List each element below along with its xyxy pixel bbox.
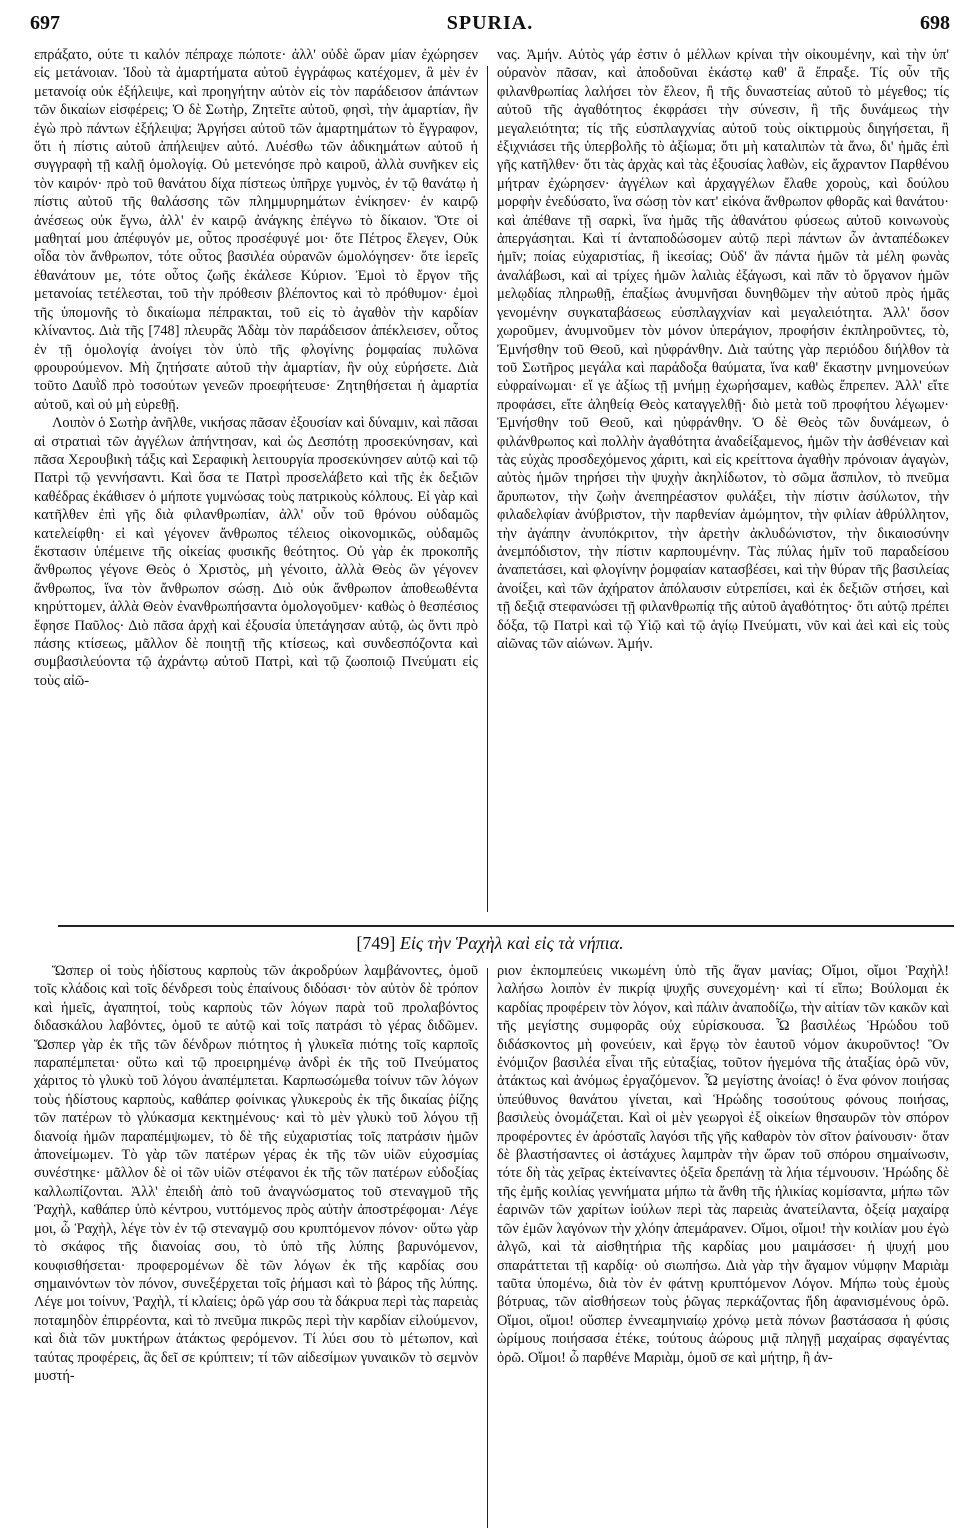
paragraph: επράξατο, ούτε τι καλόν πέπραχε πώποτε· ἀλλ' οὐδὲ ὥραν μίαν ἐχώρησεν εἰς μετάνοιαν. Ἰδοὺ τὰ ἁμαρτήματα αὐτοῦ ἐγγράφως κατέχομεν, ἃ μὲν ἐν μετανοίᾳ οὐκ ἐξήλειψε, καὶ προηγήτην αὐτὸν εἰς τὸν παράδεισον ἁπάντων τῶν δικαίων εἰσφέρεις; Ὁ δὲ Σωτὴρ, Ζητεῖτε αὐτοῦ, φησὶ, τὴν ἁμαρτίαν, ἣν ἐγὼ πρὸ πάντων ἐξήλειψα; Ἀργήσει αὐτοῦ τῶν ἁμαρτημάτων τὸ ἔγγραφον, ὅτι ἡ πίστις αὐτοῦ ἀπήλειψεν αὐτό. Λυέσθω τῶν ἀδικημάτων αὐτοῦ ἡ συγγραφὴ τῇ καλῇ ὁμολογίᾳ. Οὐ μετενόησε πρὸ καιροῦ, ἀλλὰ συνῆκεν εἰς τὸν καιρόν· πρὸ τοῦ θανάτου δίχα πίστεως ὑπῆρχε γυμνὸς, ἐν τῷ θανάτῳ ἡ πίστις αὐτοῦ τῆς θαλάσσης τῶν πλημμυρημάτων ἐνίκησεν· ἐν καιρῷ ἀνέσεως οὐκ ἔγνω, ἀλλ' ἐν καιρῷ ἀνάγκης ἐπέγνω τὸ δίκαιον. Ὅτε οἱ μαθηταί μου ἀπέφυγόν με, οὗτος προσέφυγέ μοι· ὅτε Πέτρος ἔλεγεν, Οὐκ οἶδα τὸν ἄνθρωπον, τότε οὗτος βασιλέα οὐρανῶν ὡμολόγησεν· ὅτε ἱερεῖς ἐθανάτουν με, τότε οὗτος ζωῆς ἐκάλεσε Κύριον. Ἐμοὶ τὸ ἔργον τῆς μετανοίας τετέλεσται, τοῦ τὴν πρόθεσιν βλέποντος καὶ τὸ πρόθυμον· ἐμοὶ τῆς ὑπομονῆς τὸ δικαίωμα πέπρακται, τοῦ εἰς τὸ ἀγαθὸν τὴν καρδίαν κλίναντος. Διὰ τῆς [748] πλευρᾶς Ἀδὰμ τὸν παράδεισον ἀπέκλεισεν, οὗτος ἐν τῇ ὁμολογίᾳ ἀνοίγει τὸν ὑπὸ τῆς φλογίνης ῥομφαίας πυλῶνα φρουρούμενον. Μὴ ζητήσατε αὐτοῦ τὴν ἁμαρτίαν, ἣν οὐχ εὑρήσετε. Διὰ τοῦτο Δαυῒδ πρὸ τοσούτων γενεῶν προεφήτευσε· Ζητηθήσεται ἡ ἁμαρτία αὐτοῦ, καὶ οὐ μὴ εὑρεθῇ.: [34, 47, 478, 413]
paragraph: Λοιπὸν ὁ Σωτὴρ ἀνῆλθε, νικήσας πᾶσαν ἐξουσίαν καὶ δύναμιν, καὶ πᾶσαι αἱ στρατιαὶ τῶν ἀγγέλων ἀπήντησαν, καὶ ὡς Δεσπότῃ προσεκύνησαν, καὶ πᾶσα Χερουβικὴ τάξις καὶ Σεραφικὴ λειτουργία προσεκύνησεν αὐτῷ καὶ τῷ Πατρὶ τῷ γεννήσαντι. Καὶ ὅσα τε Πατρὶ προσελάβετο καὶ τῆς ἐκ δεξιῶν καθέδρας ἐκάθισεν ὁ μήποτε γυμνώσας τοὺς πατρικοὺς κόλπους. Εἰ γὰρ καὶ κατῆλθεν ἐπὶ γῆς διὰ φιλανθρωπίαν, ἀλλ' οὖν τοῦ θρόνου οὐδαμῶς κατελείφθη· εἰ καὶ γέγονεν ἄνθρωπος τέλειος οἰκονομικῶς, οὐδαμῶς ἔκστασιν ὑπέμεινε τῆς οἰκείας φυσικῆς θεότητος. Οὐ γὰρ ἐκ προκοπῆς ἄνθρωπος γέγονε Θεὸς ὁ Χριστὸς, μὴ γένοιτο, ἀλλὰ Θεὸς ὢν γέγονεν ἄνθρωπος, ἵνα τὸν ἄνθρωπον σώσῃ. Διὸ οὐκ ἄνθρωπον ἀποθεωθέντα κηρύττομεν, ἀλλὰ Θεὸν ἐνανθρωπήσαντα ὁμολογοῦμεν· καθὼς ὁ θεσπέσιος ἔφησε Παῦλος· Διὸ πᾶσα ἀρχὴ καὶ ἐξουσία ὑπετάγησαν αὐτῷ, ὡς ὄντι πρὸ πάσης κτίσεως, μᾶλλον δὲ ποιητῇ τῆς κτίσεως, καὶ συνδεσπόζοντα καὶ συμβασιλεύοντα τῷ ἀχράντῳ αὐτοῦ Πατρὶ, καὶ τῷ ζωοποιῷ Πνεύματι εἰς τοὺς αἰῶ-: [34, 415, 478, 689]
bottom-right-column: [497, 962, 949, 1534]
top-right-column: [497, 46, 949, 920]
page-number-left: 697: [30, 12, 60, 34]
paragraph: ριον ἐκπομπεύεις νικωμένη ὑπὸ τῆς ἄγαν μανίας; Οἴμοι, οἴμοι Ῥαχὴλ! λαλήσω λοιπὸν ἐν πικρίᾳ ψυχῆς συνεχομένη· καὶ τί εἴπω; Βούλομαι ἐκ καρδίας προφέρειν τὸν λόγον, καὶ πάλιν ἀναποδίζω, τὴν αἰτίαν τῶν κακῶν καὶ τῆς μεγίστης συμφορᾶς οὐχ εὑρίσκουσα. Ὦ βασιλέως Ἡρώδου τοῦ διδάσκοντος μὴ φονεύειν, καὶ ἔργῳ τὸν ἑαυτοῦ νόμον ἀκυροῦντος! Ὃν ἐνόμιζον βασιλέα εἶναι τῆς εὐταξίας, τοῦτον ἡγεμόνα τῆς ἀταξίας ὁρῶ νῦν, ἀτάκτως καὶ ἀνόμως ἐργαζόμενον. Ὦ μεγίστης ἀνοίας! ὁ ἕνα φόνον ποιήσας ὑπεύθυνος θανάτου γίνεται, καὶ Ἡρώδης τοσούτους φόνους ποιήσας, βασιλεὺς ὀνομάζεται. Καὶ οἱ μὲν γεωργοὶ ἐξ οἰκείων θησαυρῶν τὸν σπόρον προφέροντες ἐν ἀρόσταῖς λαγόσι τῆς γῆς καθαρὸν τὸν σῖτον ῥαίνουσιν· ὅταν δὲ βλαστήσαντες οἱ ἀστάχυες λαμπρὰν τὴν ὥραν τοῦ σπόρου σημαίνωσιν, τότε δὴ τὰς χεῖρας ἐκτείναντες ὀξεῖα δρεπάνῃ τὰ λήια τέμνουσιν. Ἡρώδης δὲ τῆς ἐμῆς κοιλίας γεννήματα μήπω τὰ ἄνθη τῆς ἡλικίας κομίσαντα, μήπω τῶν ἐαρινῶν τῶν χαρίτων ἰούλων περὶ τὰς παρειὰς ἀνατείλαντα, ὀξείᾳ μαχαίρᾳ τῶν ἐμῶν λαγόνων τὴν χλόην ἀπεμάρανεν. Οἴμοι, οἴμοι! τὴν κοιλίαν μου ἐγὼ ἀλγῶ, καὶ τὰ αἰσθητήρια τῆς καρδίας μου μαιμάσσει· ἡ ψυχή μου σπαράττεται τῇ καρδίᾳ· οὐ σιωπήσω. Διὰ γὰρ τὴν ἄγαμον νύμφην Μαριὰμ ταῦτα ὑπομένω, διὰ τὸν ἐν φάτνῃ κρυπτόμενον Λόγον. Μήπω τοὺς ἐμοὺς βότρυας, τῶν αἰσθήσεων τοὺς ῥῶγας περκάζοντας ἤδη ἀφανισμένους ὁρῶ. Οἴμοι, οἴμοι! οὕσπερ ἐννεαμηνιαίῳ χρόνῳ μετὰ πόνων βαστάσασα ἡ φύσις ὡρίμους ποιήσασα ἐτέκε, τούτους ἀώρους μιᾷ πληγῇ μαχαίρας σφαγέντας ὁρῶ. Οἴμοι! ὦ παρθένε Μαριὰμ, ὁμοῦ σε καὶ μήτηρ, ἢ ἀν-: [497, 963, 949, 1366]
section-number: [749]: [356, 933, 396, 953]
paragraph: νας. Ἀμήν. Αὐτὸς γάρ ἐστιν ὁ μέλλων κρίναι τὴν οἰκουμένην, καὶ τὴν ὑπ' οὐρανὸν πᾶσαν, καὶ ἀποδοῦναι ἑκάστῳ καθ' ἃ ἔπραξε. Τίς οὖν τῆς φιλανθρωπίας λαλήσει τὸν ἔλεον, ἢ τῆς δυναστείας αὐτοῦ τὸ μέγεθος; τίς αὐτοῦ τῆς ἀγαθότητος ἐκφράσει τὴν σύνεσιν, ἢ τῆς δυνάμεως τὴν μεγαλειότητα; τίς τῆς εὐσπλαγχνίας αὐτοῦ τοὺς οἰκτιρμοὺς διηγήσεται, ἢ ἐξιχνιάσει τῆς ὑπερβολῆς τὸ ἀξίωμα; ὅτι μὴ καταλιπὼν τὰ ἄνω, δι' ἡμᾶς ἐπὶ γῆς κατῆλθεν· ὅτι τὰς ἀρχὰς καὶ τὰς ἐξουσίας λαθὼν, εἰς ἄχραντον Παρθένου μήτραν ἐχώρησεν· ἀγγέλων καὶ ἀρχαγγέλων ἔλαθε χοροὺς, καὶ δούλου μορφὴν ἐνεδύσατο, ἵνα σώσῃ τὸν κατ' εἰκόνα ἄνθρωπον φθορᾶς καὶ θανάτου· καὶ ἀπέθανε τῇ σαρκὶ, ἵνα ἡμᾶς τῆς ἀθανάτου φύσεως αὐτοῦ κοινωνοὺς ἀπεργάσηται. Καὶ τί ἀνταποδώσομεν αὐτῷ περὶ πάντων ὧν ἀνταπέδωκεν ἡμῖν; ποίας εὐχαριστίας, ἢ ἱκεσίας; Οὐδ' ἂν πάντα ἡμῶν τὰ μέλη φωνὰς ἀναλάβωσι, καὶ αἱ τρίχες ἡμῶν λαλιὰς ἐξάγωσι, καὶ πᾶν τὸ ὄργανον ἡμῶν μελῳδίας πληρωθῇ, ἐπαξίως ἀνυμνῆσαι δυνηθῶμεν τὴν αὐτοῦ πρὸς ἡμᾶς γενομένην συγκαταβάσεως εὐσπλαγχνίαν καὶ μεγαλειότητα. Ἀλλ' ὅσον χωροῦμεν, ἀνυμνοῦμεν τὸν μόνον ὑπεράγιον, προφήσιν ἐκπληροῦντες, τὸ, Ἐμνήσθην τοῦ Θεοῦ, καὶ ηὐφράνθην. Διὰ ταύτης γὰρ περιόδου διήλθον τὰ τοῦ Σωτῆρος μεγάλα καὶ παράδοξα θαύματα, ἵνα καθ' ἕκαστην μνημονεύων εὐφραίνωμαι· εἴ γε ἀξίως τῇ μνήμῃ ἐχωρήσαμεν, καθὼς ἔπρεπεν. Ἀλλ' εἴτε προφάσει, εἴτε ἀληθείᾳ Θεὸς καταγγελθῇ· διὸ μετὰ τοῦ προφήτου λέγωμεν· Ἐμνήσθην τοῦ Θεοῦ, καὶ ηὐφράνθην. Ὁ δὲ Θεὸς τῶν δυνάμεων, ὁ φιλάνθρωπος καὶ πολλὴν ἀγαθότητα ἀναδείξαμενος, ἡμῶν τὴν ἀσθένειαν καὶ τὰς εὐχὰς προσδεχόμενος χάριτι, καὶ εἰς κρείττονα ἀγαθὴν πρόνοιαν ἀγαγὼν, αὐτὸς ἡμῶν τηρήσει τὴν ψυχὴν ἀκηλίδωτον, τὸ σῶμα ἄσπιλον, τὸ πνεῦμα ἄρυπωτον, τὴν ζωὴν ἀνεπηρέαστον φυλάξει, τὴν πίστιν ἀσύλωτον, τὴν φιλαδελφίαν ἀνύβριστον, τὴν παρθενίαν ἀμώμητον, τὴν φιλίαν ἀθρύλλητον, τὴν ἀγάπην ἀνυπόκριτον, τὴν ἀρετὴν ἀκλυδώνιστον, τὴν δικαιοσύνην ἀνεμπόδιστον, τὴν πίστιν καρπουμένην. Τὰς πύλας ἡμῖν τοῦ παραδείσου ἀναπετάσει, καὶ φλογίνην ῥομφαίαν κατασβέσει, καὶ τὴν θύραν τῆς βασιλείας ἀνοίξει, καὶ τῶν ἀχήρατον ἀπόλαυσιν εὐτρεπίσει, καὶ ἐκ δεξιῶν στήσει, καὶ τῇ δεξιᾷ στεφανώσει τῇ φιλανθρωπίᾳ τῆς αὐτοῦ ἀγαθότητος· ὅτι αὐτῷ πρέπει δόξα, τῷ Πατρὶ καὶ τῷ Υἱῷ καὶ τῷ ἁγίῳ Πνεύματι, νῦν καὶ ἀεὶ καὶ εἰς τοὺς αἰῶνας τῶν αἰώνων. Ἀμήν.: [497, 47, 949, 652]
paragraph: Ὥσπερ οἱ τοὺς ἡδίστους καρποὺς τῶν ἀκροδρύων λαμβάνοντες, ὁμοῦ τοῖς κλάδοις καὶ τοῖς δένδρεσι τοὺς ἐπαίνους διδόασι· τὸν αὐτὸν δὲ τρόπον καὶ ἡμεῖς, ἀγαπητοί, τοὺς καρποὺς τῶν λόγων παρὰ τοῦ προλαβόντος διδασκάλου λαβόντες, ὁμοῦ τε αὐτῷ καὶ τοῖς πατράσι τὸ γέρας διδῶμεν. Ὥσπερ γὰρ ἐκ τῆς τῶν δένδρων πιότητος ἡ γλυκεῖα πιότης τοῖς καρποῖς παραπέμπεται· οὕτω καὶ τῷ προειρημένῳ ἀνδρὶ ἐκ τῆς τοῦ Πνεύματος χάριτος τὸ γλυκὺ τοῦ λόγου ἀναπέμπεται. Καρπωσώμεθα τοίνυν τῶν λόγων τοὺς ἡδίστους καρποὺς, καθάπερ φοίνικας γλυκεροὺς ἐκ τῆς δικαίας ῥίζης τῶν πατέρων τὸ γλύκασμα κεκτημένους· καὶ τὸ μὲν γλυκὺ τοῦ λόγου τῇ διανοίᾳ ἡμῶν παραπέμψωμεν, τὸ δὲ τῆς εὐχαριστίας τοῖς πατράσιν ἡμῶν ἀπονείμωμεν. Τὸ γὰρ τῶν πατέρων γέρας ἐκ τῆς τῶν υἱῶν εὐχοσμίας συνέστηκε· μᾶλλον δὲ οἱ τῶν υἱῶν στέφανοι ἐκ τῆς τῶν πατέρων εὐδοξίας καλλωπίζονται. Ἀλλ' ἐπειδὴ ἀπὸ τοῦ ἀναγνώσματος τοῦ στεναγμοῦ τῆς Ῥαχὴλ, καθάπερ ὑπὸ κέντρου, νυττόμενος πρὸς αὐτὴν ἀποστρέφομαι· Λέγε μοι, ὦ Ῥαχὴλ, λέγε τὸν ἐν τῷ στεναγμῷ σου κρυπτόμενον πόνον· οὕτω γὰρ τὸ σκάφος τῆς διανοίας σου, τὸ ὑπὸ τῆς λύπης βαρυνόμενον, κουφισθήσεται· προφερομένων δὲ τῶν λόγων ἐκ τῆς καρδίας σου σημαινόντων τὸν πόνον, συνεξέρχεται τοῖς ῥήμασι καὶ τὸ βάρος τῆς λύπης. Λέγε μοι τοίνυν, Ῥαχὴλ, τί κλαίεις; ὁρῶ γάρ σου τὰ δάκρυα περὶ τὰς παρειὰς ποταμηδὸν ἐπιρρέοντα, καὶ τὸ πνεῦμα πικρῶς περὶ τὴν καρδίαν εἰλούμενον, καὶ διὰ τῶν μυκτήρων ἀτάκτως φερόμενον. Τί λύει σου τὸ μέτωπον, καὶ ταύτας προφέρεις, ἃς δεῖ σε κρύπτειν; τί τῶν αἰδεσίμων γυναικῶν τὸ σεμνὸν μυστή-: [34, 963, 478, 1384]
page-number-right: 698: [920, 12, 950, 34]
column-divider: [487, 66, 488, 912]
bottom-left-column: [34, 962, 478, 1534]
section-title-text: Εἰς τὴν Ῥαχὴλ καὶ εἰς τὰ νήπια.: [399, 933, 624, 953]
column-divider: [487, 968, 488, 1528]
page-header: [30, 6, 950, 40]
section-divider: [58, 925, 954, 927]
running-title: SPURIA.: [446, 12, 534, 34]
top-left-column: [34, 46, 478, 920]
section-heading: [30, 933, 950, 954]
